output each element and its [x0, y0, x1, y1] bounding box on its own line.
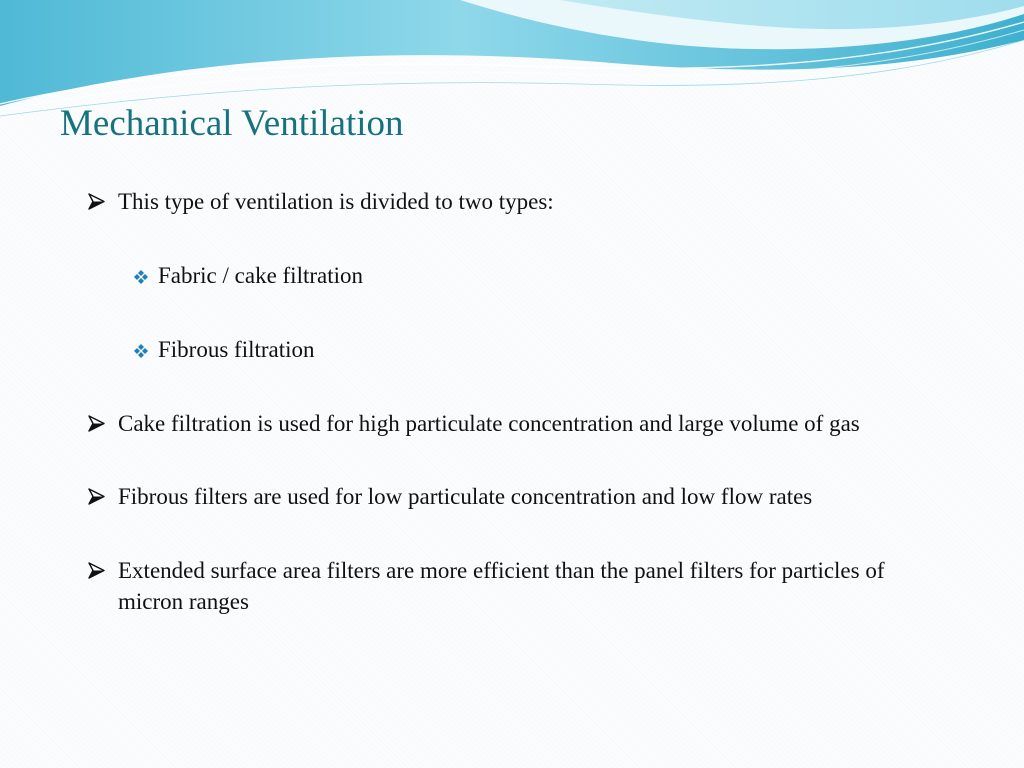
sub-bullet-item — [133, 334, 973, 365]
bullet-item — [88, 555, 950, 617]
sub-bullet-item — [133, 260, 973, 291]
slide-title: Mechanical Ventilation — [60, 103, 404, 144]
bullet-item — [88, 186, 968, 217]
arrow-bullet-icon — [88, 408, 118, 439]
bullet-text: Cake filtration is used for high particulate concentration and large volume of gas — [118, 411, 860, 436]
bullet-item — [88, 408, 968, 439]
arrow-bullet-icon — [88, 481, 118, 512]
arrow-bullet-icon — [88, 555, 118, 586]
bullet-text: This type of ventilation is divided to two types: — [118, 189, 554, 214]
sub-bullet-text: Fibrous filtration — [158, 337, 315, 362]
bullet-text: Fibrous filters are used for low particulate concentration and low flow rates — [118, 484, 813, 509]
arrow-bullet-icon — [88, 186, 118, 217]
bullet-item — [88, 481, 968, 512]
diamond-bullet-icon — [133, 334, 158, 365]
diamond-bullet-icon — [133, 260, 158, 291]
bullet-text: Extended surface area filters are more efficient than the panel filters for particles of micron ranges — [118, 558, 885, 614]
sub-bullet-text: Fabric / cake filtration — [158, 263, 364, 288]
